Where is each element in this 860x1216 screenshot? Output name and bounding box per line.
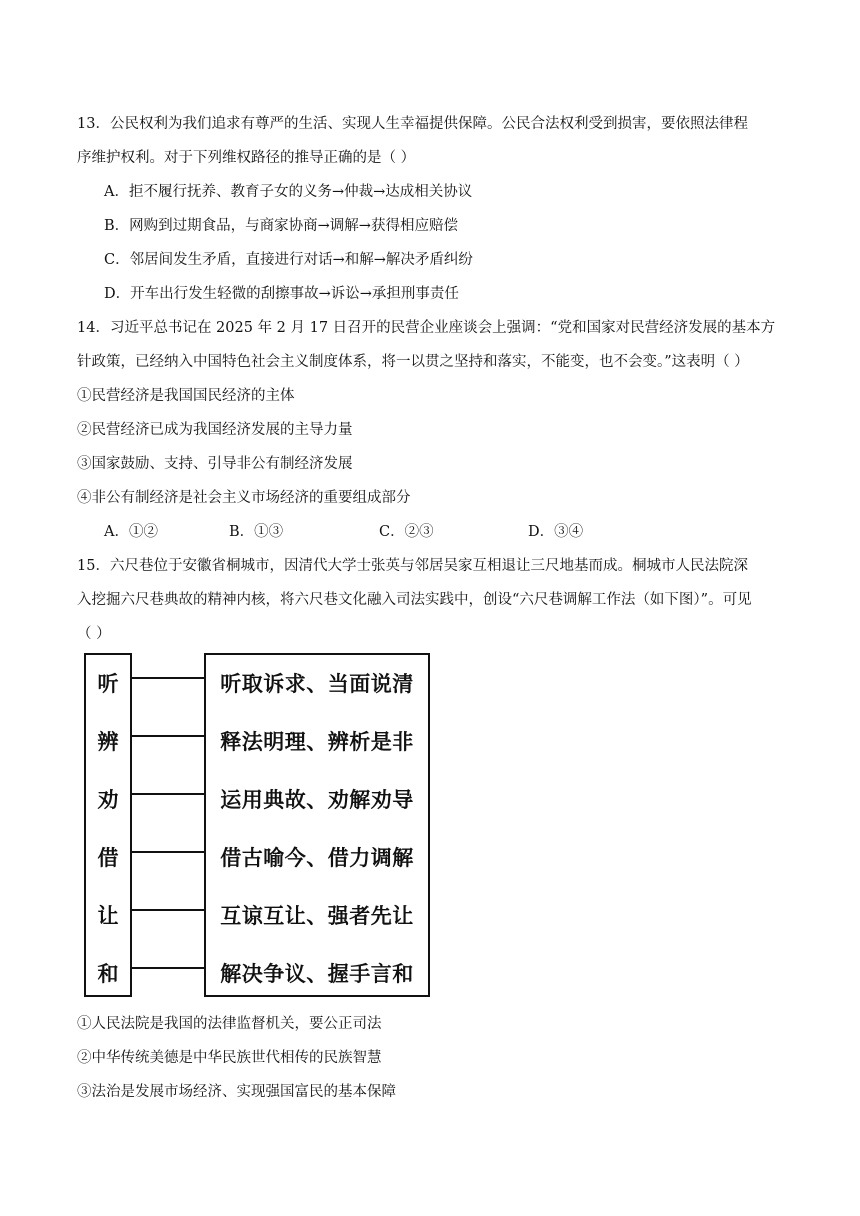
q14-statement-4: ④非公有制经济是社会主义市场经济的重要组成部分 — [77, 490, 411, 506]
q13-option-b: B．网购到过期食品，与商家协商→调解→获得相应赔偿 — [104, 218, 458, 234]
q14-option-d: D．③④ — [528, 524, 584, 540]
diagram-connector — [130, 909, 206, 911]
q13-line-1: 13．公民权利为我们追求有尊严的生活、实现人生幸福提供保障。公民合法权利受到损害，要依照法律程 — [77, 116, 748, 132]
diagram-left-char: 和 — [97, 962, 119, 986]
diagram-right-text: 释法明理、辨析是非 — [220, 730, 414, 754]
diagram-right-text: 互谅互让、强者先让 — [220, 904, 414, 928]
q14-option-c: C．②③ — [379, 524, 434, 540]
diagram-right-text: 借古喻今、借力调解 — [220, 846, 414, 870]
q15-line-3: （ ） — [77, 626, 111, 642]
q13-option-c: C．邻居间发生矛盾，直接进行对话→和解→解决矛盾纠纷 — [104, 252, 473, 268]
diagram-left-char: 劝 — [97, 788, 119, 812]
diagram-left-char: 让 — [97, 904, 119, 928]
q14-statement-2: ②民营经济已成为我国经济发展的主导力量 — [77, 422, 353, 438]
q14-statement-1: ①民营经济是我国国民经济的主体 — [77, 388, 295, 404]
q15-line-1: 15．六尺巷位于安徽省桐城市，因清代大学士张英与邻居吴家互相退让三尺地基而成。桐城市人民法院深 — [77, 558, 748, 574]
q13-option-a: A．拒不履行抚养、教育子女的义务→仲裁→达成相关协议 — [104, 184, 473, 200]
q13-option-d: D．开车出行发生轻微的刮擦事故→诉讼→承担刑事责任 — [104, 286, 459, 302]
diagram-left-char: 听 — [97, 672, 119, 696]
q14-line-1: 14．习近平总书记在 2025 年 2 月 17 日召开的民营企业座谈会上强调：“党和国家对民营经济发展的基本方 — [77, 320, 776, 336]
q14-line-2: 针政策，已经纳入中国特色社会主义制度体系，将一以贯之坚持和落实，不能变，也不会变。”这表明（ ） — [77, 354, 749, 370]
diagram-right-text: 听取诉求、当面说清 — [220, 672, 414, 696]
mediation-method-diagram — [84, 653, 434, 998]
q15-statement-2: ②中华传统美德是中华民族世代相传的民族智慧 — [77, 1050, 382, 1066]
diagram-left-box — [84, 653, 132, 997]
diagram-right-text: 解决争议、握手言和 — [220, 962, 414, 986]
diagram-left-char: 辨 — [97, 730, 119, 754]
diagram-connector — [130, 735, 206, 737]
q14-statement-3: ③国家鼓励、支持、引导非公有制经济发展 — [77, 456, 353, 472]
q13-line-2: 序维护权利。对于下列维权路径的推导正确的是（ ） — [77, 150, 416, 166]
diagram-connector — [130, 793, 206, 795]
diagram-connector — [130, 851, 206, 853]
q15-statement-3: ③法治是发展市场经济、实现强国富民的基本保障 — [77, 1084, 396, 1100]
diagram-right-text: 运用典故、劝解劝导 — [220, 788, 414, 812]
q14-option-b: B．①③ — [229, 524, 284, 540]
diagram-right-box — [204, 653, 430, 997]
q15-line-2: 入挖掘六尺巷典故的精神内核，将六尺巷文化融入司法实践中，创设“六尺巷调解工作法（如下图）”。可见 — [77, 592, 752, 608]
diagram-connector — [130, 677, 206, 679]
q14-option-a: A．①② — [104, 524, 158, 540]
q15-statement-1: ①人民法院是我国的法律监督机关，要公正司法 — [77, 1016, 382, 1032]
diagram-left-char: 借 — [97, 846, 119, 870]
diagram-connector — [130, 967, 206, 969]
